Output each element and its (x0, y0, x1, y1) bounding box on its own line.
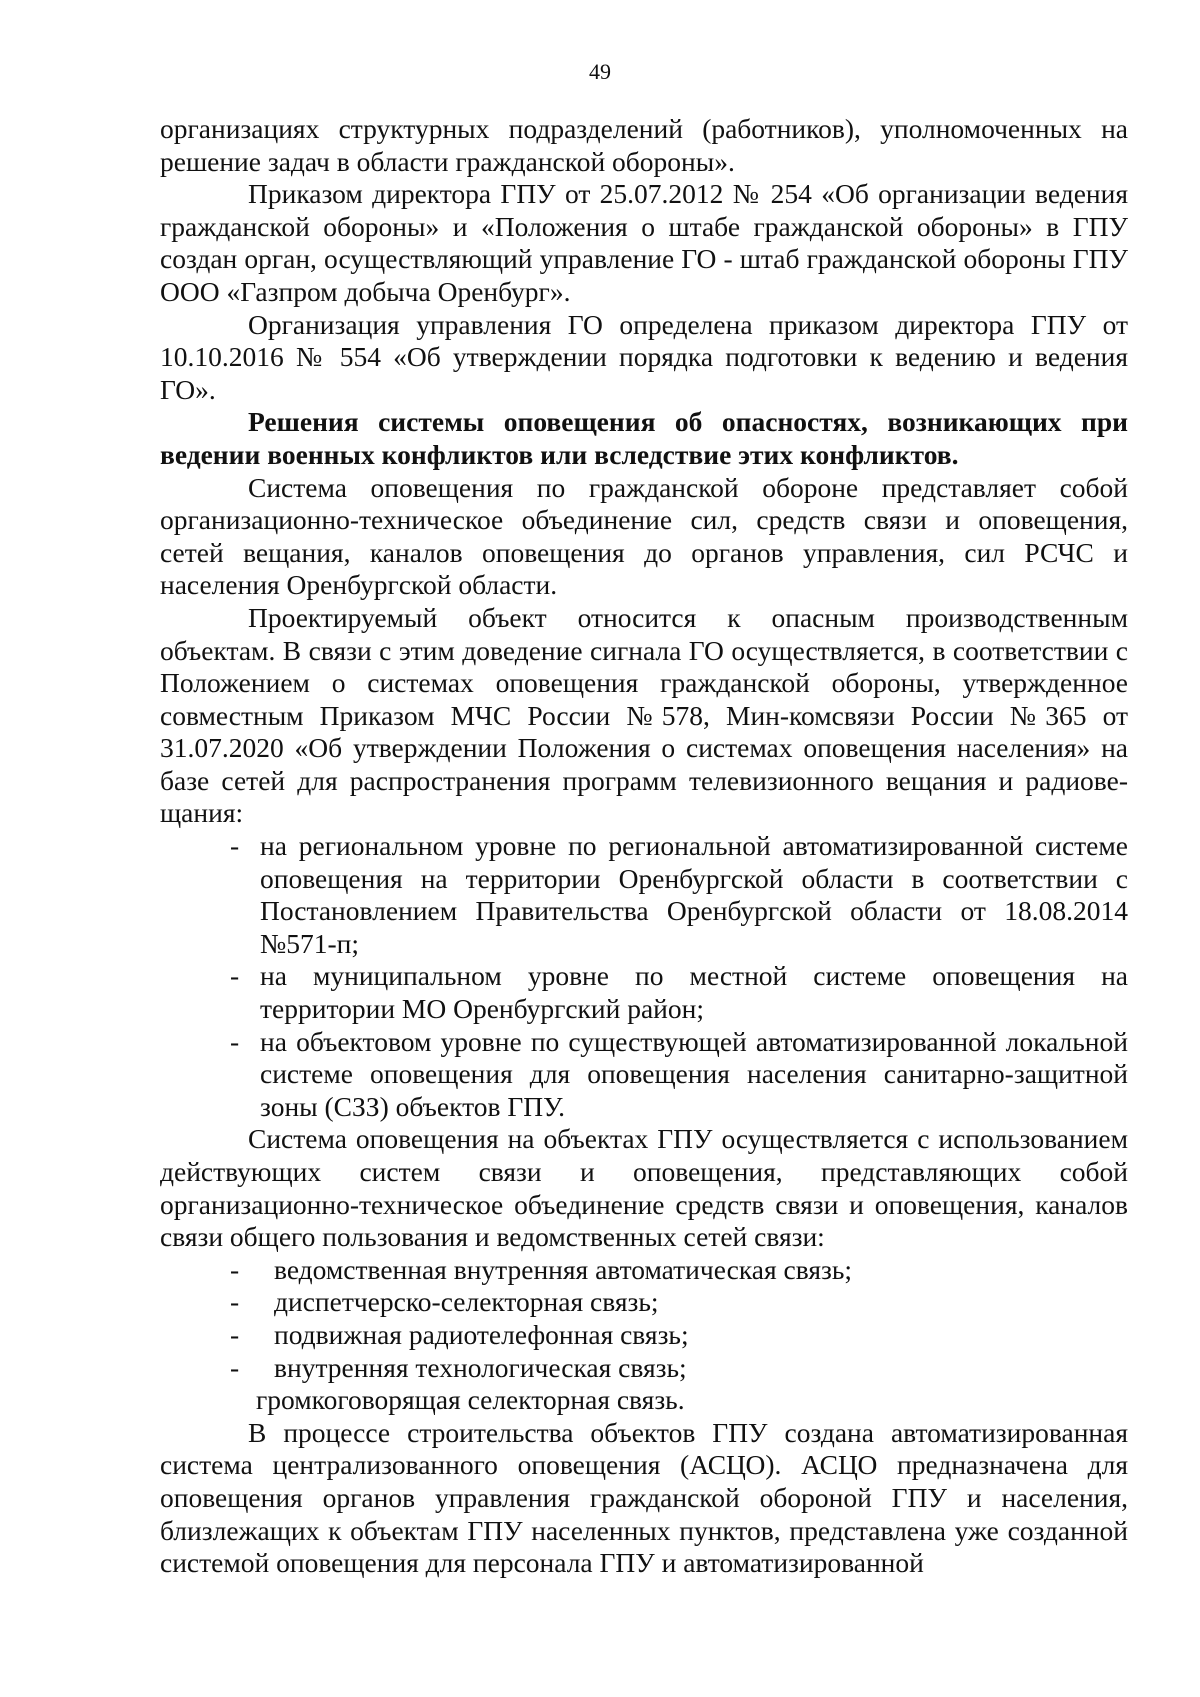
list-item (160, 1254, 1128, 1287)
list-item (160, 960, 1128, 1025)
list-item-text: на объектовом уровне по существующей автоматизированной локальной системе оповещения для оповещения населения санитарно-защитной зоны (СЗЗ) объектов ГПУ. (260, 1025, 1128, 1122)
paragraph: громкоговорящая селекторная связь. (256, 1384, 685, 1416)
paragraph: Приказом директора ГПУ от 25.07.2012 № 254 «Об организации ведения гражданской обороны» и «Положения о штабе гражданской обороны» в ГПУ создан орган, осуществляющий управление ГО - штаб гражданской обороны ГПУ ООО «Газпром добыча Оренбург». (160, 178, 1128, 307)
list-item-text: на региональном уровне по региональной автоматизированной системе оповещения на территории Оренбургской области в соответствии с Постановлением Правительства Оренбургской области от 18.08.2014 №571-п; (260, 830, 1128, 959)
notification-levels-list (160, 830, 1128, 1123)
section-heading: Решения системы оповещения об опасностях, возникающих при ведении военных конфликтов или вследствие этих конфликтов. (160, 406, 1128, 470)
list-item (160, 1286, 1128, 1319)
paragraph: организациях структурных подразделений (работников), уполномоченных на решение задач в области гражданской обороны». (160, 113, 1128, 177)
page-number: 49 (589, 59, 611, 84)
list-item-text: ведомственная внутренняя автоматическая связь; (274, 1253, 853, 1285)
paragraph: Система оповещения на объектах ГПУ осуществляется с использованием действующих систем связи и оповещения, представляющих собой организационно-техническое объединение средств связи и оповещения, каналов связи общего пользования и ведомственных сетей связи: (160, 1123, 1128, 1253)
list-item (160, 1319, 1128, 1352)
list-dash: - (230, 1025, 240, 1057)
list-item-text: диспетчерско-селекторная связь; (274, 1286, 659, 1318)
list-item (160, 830, 1128, 960)
communications-list (160, 1254, 1128, 1384)
paragraph: Проектируемый объект относится к опасным производственным объектам. В связи с этим доведение сигнала ГО осуществляется, в соответствии с Положением о системах оповещения гражданской обороны, утвержденное совместным Приказом МЧС России №578, Мин-комсвязи России №365 от 31.07.2020 «Об утверждении Положения о системах оповещения населения» на базе сетей для распространения программ телевизионного вещания и радиове-щания: (160, 601, 1128, 829)
list-dash: - (230, 830, 240, 862)
list-item (160, 1352, 1128, 1385)
body-text (160, 113, 1128, 1580)
paragraph: Система оповещения по гражданской обороне представляет собой организационно-техническое объединение сил, средств связи и оповещения, сетей вещания, каналов оповещения до органов управления, сил РСЧС и населения Оренбургской области. (160, 471, 1128, 601)
list-item-text: внутренняя технологическая связь; (274, 1351, 687, 1383)
list-dash: - (230, 1318, 240, 1350)
paragraph: Организация управления ГО определена приказом директора ГПУ от 10.10.2016 № 554 «Об утверждении порядка подготовки к ведению и ведения ГО». (160, 308, 1128, 405)
list-item-text: на муниципальном уровне по местной системе оповещения на территории МО Оренбургский район; (260, 960, 1128, 1025)
list-item-text: подвижная радиотелефонная связь; (274, 1318, 689, 1350)
list-dash: - (230, 1286, 240, 1318)
paragraph: В процессе строительства объектов ГПУ создана автоматизированная система централизованного оповещения (АСЦО). АСЦО предназначена для оповещения органов управления гражданской обороной ГПУ и населения, близлежащих к объектам ГПУ населенных пунктов, представлена уже созданной системой оповещения для персонала ГПУ и автоматизированной (160, 1416, 1128, 1579)
list-dash: - (230, 960, 240, 992)
list-dash: - (230, 1351, 240, 1383)
list-item (160, 1026, 1128, 1124)
list-dash: - (230, 1253, 240, 1285)
